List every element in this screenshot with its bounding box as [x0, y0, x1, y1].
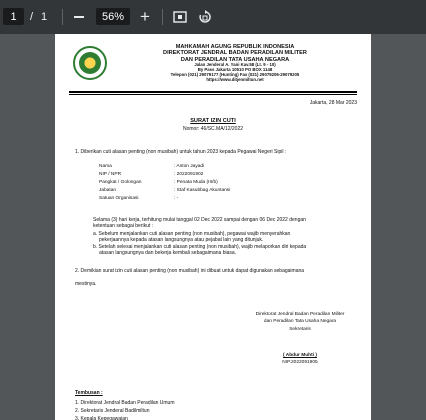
zoom-level-input[interactable]: 56%: [96, 8, 130, 25]
letter-number: Nomor: 46/SC.MA/12/2022: [182, 126, 244, 132]
field-value: : Anton Jayadi: [174, 164, 205, 169]
leave-period-line2: ketentuan sebagai berikut :: [93, 223, 154, 229]
condition-b-line2: atasan langsungnya dan bekerja kembali sebagaimana biasa.: [99, 250, 237, 256]
field-value: : -: [174, 196, 179, 201]
toolbar-divider: [162, 9, 163, 25]
signature-line1: Direktorat Jendral Badan Peradilan Militer: [255, 312, 345, 317]
field-label: Nama: [99, 164, 112, 169]
zoom-in-icon[interactable]: +: [140, 7, 150, 26]
condition-a-line1: a. Sebelum menjalankan cuti alasan penting (non musibah), pegawai wajib menyerahkan: [93, 231, 291, 237]
page-separator: /: [30, 11, 34, 23]
letter-title: SURAT IZIN CUTI: [190, 118, 236, 124]
pdf-toolbar: [0, 0, 426, 34]
letterhead-phone: Telepon (021) 29079177 (Hunting) Fax (021) 29079206-29079205: [170, 72, 300, 78]
signatory-name: ( Abdur Muhti ): [283, 353, 317, 358]
cc-item: 2. Sekretaris Jenderal Badilmiltun: [75, 408, 150, 414]
field-value: : Staf Kasubbag Akuntansi: [174, 188, 231, 193]
letterhead-rule-thin: [69, 94, 357, 95]
letterhead-line1: MAHKAMAH AGUNG REPUBLIK INDONESIA: [175, 44, 295, 50]
fit-to-page-icon[interactable]: [171, 0, 189, 34]
page-total: 1: [41, 11, 48, 23]
condition-a-line2: pekerjaannya kepada atasan langsungnya atau pejabat lain yang ditunjuk.: [99, 237, 264, 243]
leave-period-line1: Selama (3) hari kerja, terhitung mulai tanggal 02 Dec 2022 sampai dengan 06 Dec 2022 dengan: [93, 217, 306, 223]
cc-title: Tembusan :: [75, 390, 103, 396]
zoom-out-icon[interactable]: [72, 0, 86, 34]
letterhead: [115, 44, 355, 83]
field-value: : 2022091902: [174, 172, 204, 177]
signature-block: [235, 311, 365, 333]
letterhead-line3: DAN PERADILAN TATA USAHA NEGARA: [180, 56, 290, 63]
paragraph-2: 2. Demikian surat izin cuti alasan penting (non musibah) ini dibuat untuk dapat digunakan sebagaimana: [75, 268, 305, 274]
field-label: Pangkat / Golongan: [99, 180, 142, 185]
field-value: : Penata Muda (III/b): [174, 180, 218, 185]
cc-item: 3. Kepala Kepegawaian: [75, 416, 128, 420]
signatory-nip: NIP.2022091905: [282, 360, 318, 365]
condition-b-line1: b. Setelah selesai menjalankan cuti alasan penting (non musibah), wajib melaporkan diri kepada: [93, 244, 307, 250]
paragraph-2-end: mestinya.: [75, 281, 97, 287]
page-number-input[interactable]: 1: [3, 8, 24, 25]
court-seal-logo: [73, 46, 107, 80]
field-label: Jabatan: [99, 188, 117, 193]
letterhead-rule: [69, 91, 357, 93]
document-page: [55, 34, 371, 420]
cc-item: 1. Direktorat Jendral Badan Peradilan Umum: [75, 400, 175, 406]
field-label: NIP / NPR: [99, 172, 122, 177]
field-label: Satuan Organisasi: [99, 196, 139, 201]
paragraph-1: 1. Diberikan cuti alasan penting (non musibah) untuk tahun 2023 kepada Pegawai Negeri Sipil :: [75, 149, 287, 155]
toolbar-divider: [62, 9, 63, 25]
letter-date: Jakarta, 28 Mar 2023: [309, 100, 357, 106]
rotate-icon[interactable]: [196, 0, 214, 34]
letterhead-line2: DIREKTORAT JENDRAL BADAN PERADILAN MILITER: [163, 50, 307, 57]
letterhead-website: https://www.ditjenmiltun.net: [206, 77, 264, 83]
letterhead-pobox: By Pass Jakarta 10510 PO BOX 1148: [197, 67, 273, 73]
signature-line3: Sekretaris: [289, 326, 311, 332]
signature-line2: dan Peradilan Tata Usaha Negara: [263, 319, 337, 325]
letterhead-address: Jalan Jenderal A. Yani Kav.58 (Lt. 9 - 10): [194, 62, 276, 68]
